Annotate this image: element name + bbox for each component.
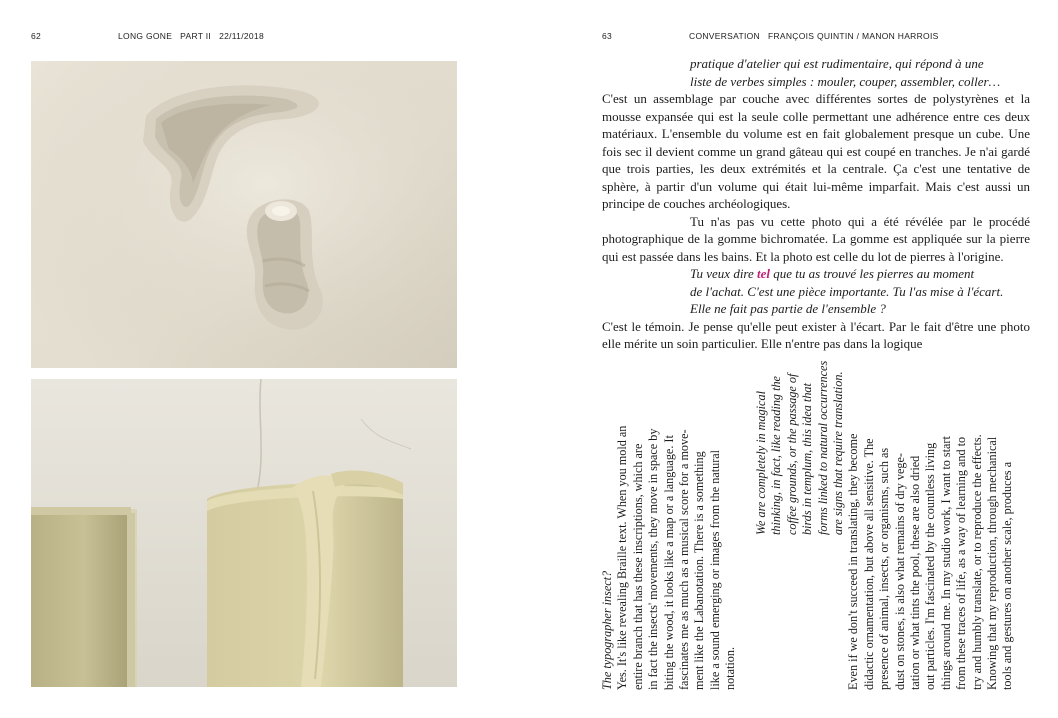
vertical-text-line: coffee grounds, or the passage of (784, 373, 799, 535)
question-2-end: que tu as trouvé les pierres au moment (770, 266, 975, 281)
photo-plaster-relief (31, 61, 457, 368)
vertical-text-line: fascinates me as much as a musical score for a move- (677, 429, 691, 690)
left-page-number: 62 (31, 31, 42, 41)
vertical-text-line: things around me. In my studio work, I want to start (938, 436, 953, 690)
answer-paragraph-1: C'est un assemblage par couche avec différentes sortes de polystyrènes et la mousse expansée qui est la seule colle permettant une adhérence entre ces deux matériaux. L'ensemble du volume est en fait globalement presque un cube. Une fois sec il devient comme un grand gâteau qui est coupé en tranches. Je n'ai gardé que trois parties, les deux extrémités et la centrale. Ça c'est une tentative de sphère, à partir d'un volume qui était lui-même imparfait. Mais c'est aussi un principe de couches archéologiques. (602, 91, 1030, 211)
vertical-text-line: dust on stones, is also what remains of dry vege- (892, 453, 907, 690)
vertical-text-line: out particles. I'm fascinated by the countless living (923, 442, 938, 690)
question-2-start: Tu veux dire (690, 266, 758, 281)
question-2-line-3: Elle ne fait pas partie de l'ensemble ? (690, 301, 886, 316)
vertical-text-line: entire branch that has these inscriptions, which are (630, 443, 645, 690)
vertical-text-line (739, 370, 754, 690)
photo-wax-blocks (31, 379, 457, 687)
vertical-text-line: from these traces of life, as a way of learning and to (954, 436, 969, 690)
question-1-line-1: pratique d'atelier qui est rudimentaire, qui répond à une (690, 56, 984, 71)
vertical-text-line: in fact the insects' movements, they move in space by (646, 428, 661, 690)
vertical-text-line: forms linked to natural occurrences (815, 360, 830, 535)
vertical-text-line: didactic ornamentation, but above all sensitive. The (861, 438, 876, 690)
right-page-number: 63 (602, 31, 613, 41)
left-running-title: LONG GONE PART II 22/11/2018 (118, 31, 264, 41)
answer-paragraph-2: Tu n'as pas vu cette photo qui a été révélée par le procédé photographique de la gomme bichromatée. La gomme est appliquée sur la pierre qui est passée dans les bains. Et la photo est celle du lot de pierres à l'origine. (602, 213, 1030, 264)
question-2-line-2: de l'achat. C'est une pièce importante. Tu l'as mise à l'écart. (690, 283, 1004, 299)
vertical-text-line: are signs that require translation. (831, 371, 845, 535)
vertical-text-line: thinking, in fact, like reading the (769, 376, 784, 535)
vertical-text-line: We are completely in magical (754, 391, 768, 535)
vertical-text-line: tools and gestures on another scale, produces a (1000, 461, 1015, 690)
question-2-line-1 (690, 265, 1030, 283)
question-1-line-2: liste de verbes simples : mouler, couper, assembler, coller… (690, 73, 1001, 89)
right-running-title: CONVERSATION FRANÇOIS QUINTIN / MANON HARROIS (689, 31, 939, 41)
highlighted-word: tel (757, 266, 771, 281)
vertical-text-line: try and humbly translate, or to reproduce the effects. (969, 434, 984, 690)
vertical-text-line: Knowing that my reproduction, through mechanical (985, 436, 999, 690)
vertical-text-line: Even if we don't succeed in translating, they become (846, 433, 861, 690)
vertical-text-line: like a sound emerging or images from the natural (707, 449, 722, 690)
answer-paragraph-3: C'est le témoin. Je pense qu'elle peut exister à l'écart. Par le fait d'être une photo elle mérite un soin particulier. Elle n'entre pas dans la logique (602, 318, 1030, 351)
vertical-text-line: biting the wood, it looks like a map or a language. It (661, 435, 676, 690)
vertical-text-line: The typographer insect? (600, 570, 614, 690)
vertical-text-line: notation. (723, 647, 738, 690)
vertical-text-line: presence of animal, insects, or organisms, such as (877, 447, 892, 690)
vertical-text-line: Yes. It's like revealing Braille text. When you mold an (615, 425, 630, 690)
vertical-text-line: ment like the Labanotation. There is a something (692, 451, 707, 690)
vertical-text-line: birds in templum, this idea that (800, 383, 815, 535)
vertical-text-line: tation or what tints the pool, these are also dried (908, 455, 922, 690)
